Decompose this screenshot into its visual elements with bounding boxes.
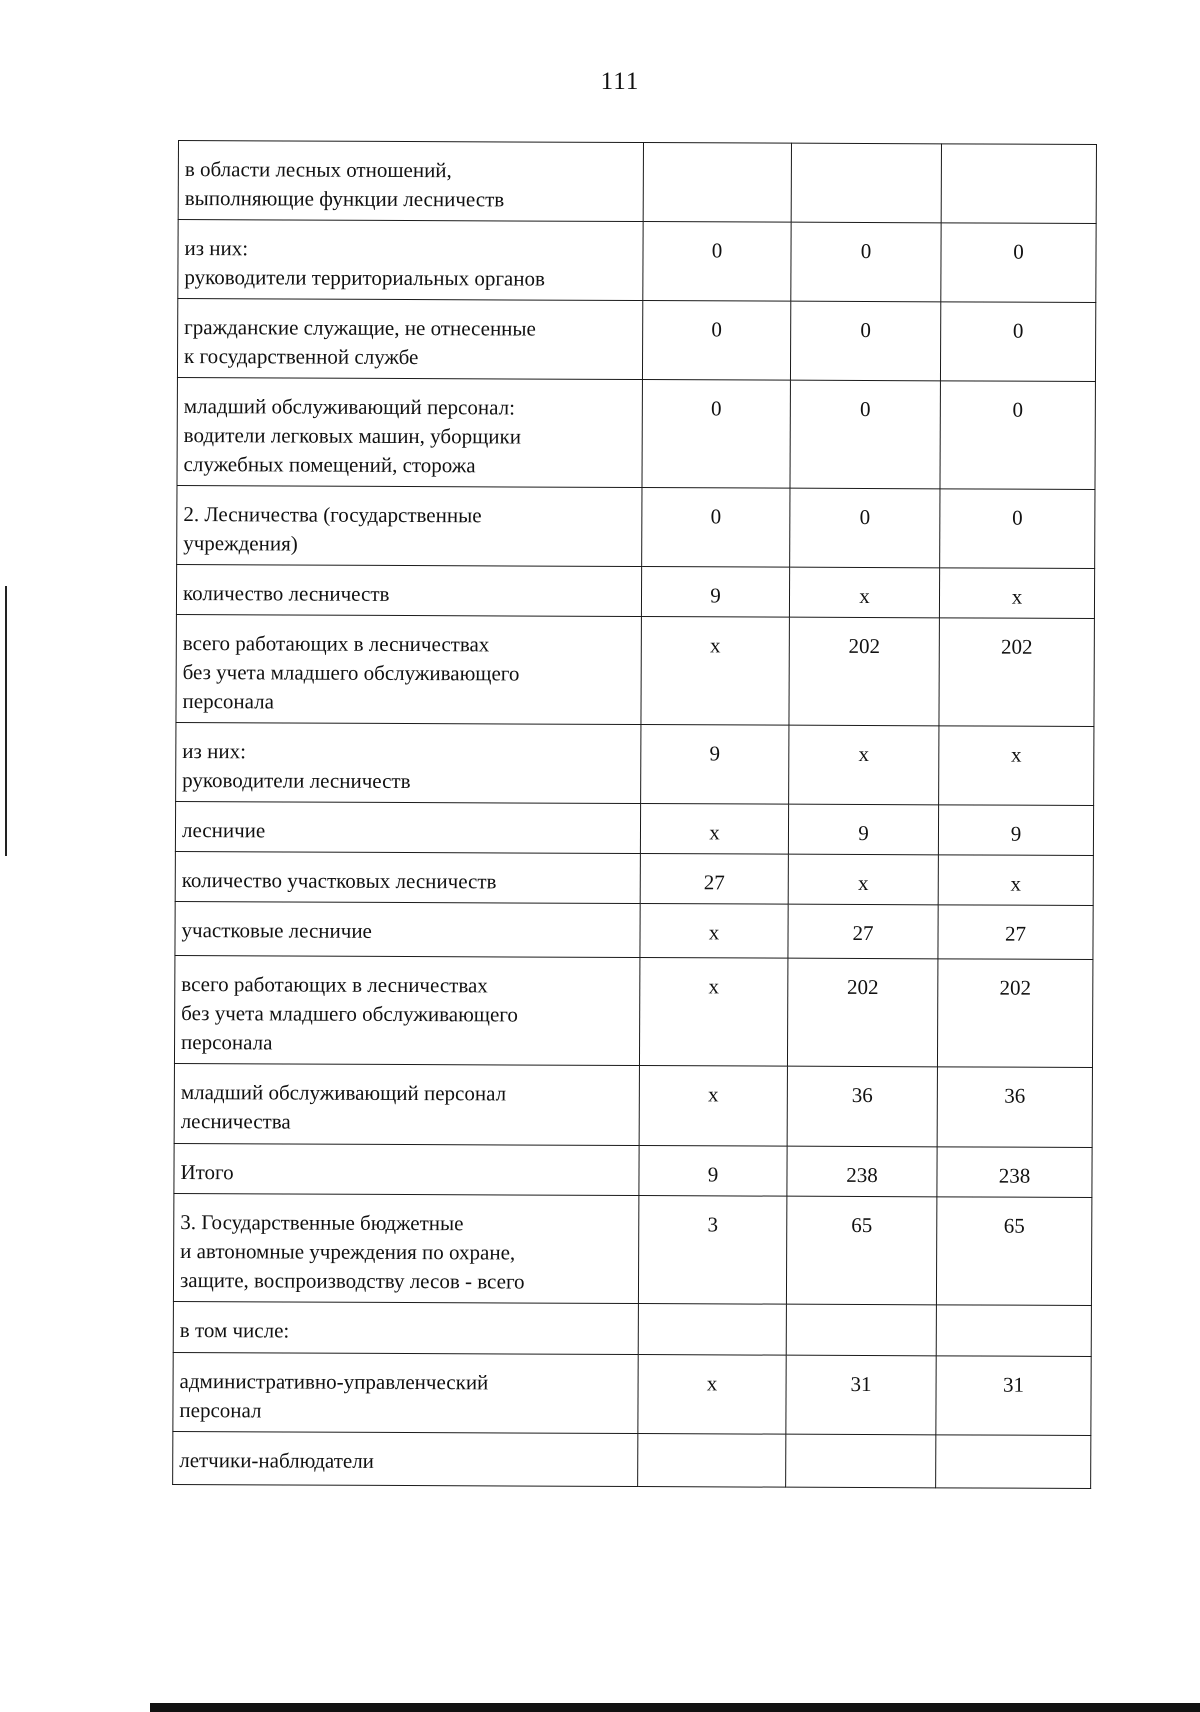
value-cell-col3: 27 <box>938 905 1093 960</box>
row-label-line: служебных помещений, сторожа <box>183 452 476 478</box>
scan-bottom-edge <box>150 1703 1200 1712</box>
value-cell-col3: 202 <box>939 618 1094 727</box>
row-label-line: без учета младшего обслуживающего <box>182 660 520 686</box>
row-label <box>176 722 641 803</box>
row-label-line: всего работающих в лесничествах <box>182 631 490 657</box>
table-row <box>175 901 1093 959</box>
row-label-line: в области лесных отношений, <box>184 157 452 183</box>
row-label-line: административно-управленческий <box>179 1369 489 1395</box>
value-cell-col3: 202 <box>937 959 1092 1068</box>
table-row <box>173 1301 1091 1356</box>
value-cell-col1: 0 <box>642 301 790 381</box>
value-cell-col2: 0 <box>790 380 940 489</box>
row-label-line: Итого <box>180 1160 234 1185</box>
value-cell-col3: 0 <box>941 223 1096 303</box>
page-number: 111 <box>600 68 640 95</box>
value-cell-col2: 27 <box>788 904 938 959</box>
value-cell-col1: х <box>638 1355 786 1435</box>
row-label-line: лесничие <box>181 818 266 843</box>
row-label <box>173 1431 638 1486</box>
value-cell-col1: х <box>641 617 789 726</box>
row-label <box>173 1193 638 1303</box>
table-row <box>176 564 1094 618</box>
row-label <box>177 299 642 380</box>
value-cell-col1: х <box>640 804 788 855</box>
row-label-line: руководители территориальных органов <box>184 265 545 291</box>
value-cell-col1 <box>638 1434 786 1488</box>
row-label <box>176 564 641 616</box>
row-label-line: из них: <box>184 236 249 261</box>
row-label-line: водители легковых машин, уборщики <box>183 423 522 449</box>
value-cell-col1: х <box>639 1066 787 1147</box>
value-cell-col2 <box>786 1434 936 1488</box>
value-cell-col3: х <box>939 568 1094 619</box>
row-label-line: из них: <box>182 739 246 764</box>
table-row <box>175 801 1093 855</box>
row-label <box>178 220 643 301</box>
row-label-line: персонала <box>181 1030 273 1055</box>
value-cell-col2: 0 <box>790 488 940 568</box>
row-label-line: выполняющие функции лесничеств <box>184 186 505 212</box>
value-cell-col2: 65 <box>786 1196 936 1305</box>
row-label <box>178 141 643 222</box>
value-cell-col2: 9 <box>788 804 938 855</box>
row-label <box>174 1143 639 1195</box>
table-row <box>177 377 1095 489</box>
value-cell-col2 <box>791 143 941 223</box>
row-label-line: гражданские служащие, не отнесенные <box>184 315 536 341</box>
value-cell-col3: 0 <box>940 489 1095 569</box>
row-label-line: и автономные учреждения по охране, <box>180 1239 516 1265</box>
value-cell-col2: 238 <box>787 1146 937 1197</box>
value-cell-col2: х <box>789 567 939 618</box>
value-cell-col2: 31 <box>786 1355 936 1435</box>
value-cell-col3: 238 <box>937 1147 1092 1198</box>
table-row <box>173 1352 1091 1435</box>
row-label-line: учреждения) <box>183 531 298 556</box>
row-label-line: лесничества <box>180 1109 291 1134</box>
value-cell-col1: 27 <box>640 854 788 905</box>
value-cell-col1: 9 <box>641 725 789 805</box>
row-label <box>175 901 640 957</box>
row-label <box>177 377 642 487</box>
row-label <box>175 801 640 853</box>
row-label-line: участковые лесничие <box>181 918 372 943</box>
value-cell-col3: 9 <box>938 805 1093 856</box>
row-label <box>177 485 642 566</box>
value-cell-col1 <box>638 1304 786 1356</box>
value-cell-col1 <box>643 143 791 223</box>
row-label-line: всего работающих в лесничествах <box>181 972 488 998</box>
value-cell-col2 <box>786 1304 936 1356</box>
row-label-line: защите, воспроизводству лесов - всего <box>179 1268 525 1294</box>
row-label <box>173 1352 638 1433</box>
row-label <box>174 1063 639 1145</box>
value-cell-col3: х <box>939 726 1094 806</box>
value-cell-col1: 9 <box>641 567 789 618</box>
table-row <box>177 299 1095 382</box>
row-label-line: без учета младшего обслуживающего <box>181 1001 518 1027</box>
table-row <box>173 1431 1091 1488</box>
value-cell-col2: 36 <box>787 1066 937 1147</box>
value-cell-col1: 9 <box>639 1146 787 1197</box>
value-cell-col3: 0 <box>940 381 1095 490</box>
value-cell-col1: 0 <box>642 380 790 489</box>
table-row <box>173 1193 1091 1305</box>
row-label <box>175 851 640 903</box>
value-cell-col3: 65 <box>936 1197 1091 1306</box>
row-label-line: к государственной службе <box>184 344 419 370</box>
row-label-line: 3. Государственные бюджетные <box>180 1210 464 1236</box>
row-label-line: 2. Лесничества (государственные <box>183 502 482 528</box>
value-cell-col2: 0 <box>791 222 941 302</box>
row-label-line: персонал <box>179 1398 262 1423</box>
row-label-line: младший обслуживающий персонал: <box>183 394 515 420</box>
table-row <box>174 955 1092 1067</box>
staff-table <box>172 140 1097 1489</box>
row-label-line: количество лесничеств <box>182 581 390 606</box>
table-row <box>178 141 1096 224</box>
value-cell-col2: 202 <box>787 958 937 1067</box>
value-cell-col1: х <box>639 958 787 1067</box>
table-row <box>176 722 1094 805</box>
table-row <box>176 614 1094 726</box>
value-cell-col3 <box>936 1305 1091 1357</box>
row-label-line: персонала <box>182 689 275 714</box>
row-label <box>174 955 639 1065</box>
row-label-line: младший обслуживающий персонал <box>180 1080 507 1106</box>
value-cell-col2: х <box>789 725 939 805</box>
table-row <box>175 851 1093 905</box>
value-cell-col3: х <box>938 855 1093 906</box>
value-cell-col3 <box>941 144 1096 224</box>
table-row <box>174 1143 1092 1197</box>
value-cell-col2: х <box>788 854 938 905</box>
value-cell-col1: 3 <box>638 1196 786 1305</box>
value-cell-col3: 36 <box>937 1067 1092 1148</box>
row-label-line: летчики-наблюдатели <box>179 1448 375 1473</box>
row-label-line: в том числе: <box>179 1318 290 1343</box>
scan-edge-mark <box>5 586 7 856</box>
table-row <box>177 485 1095 568</box>
value-cell-col3 <box>936 1435 1091 1489</box>
table-row <box>178 220 1096 303</box>
value-cell-col2: 202 <box>789 617 939 726</box>
row-label-line: количество участковых лесничеств <box>181 868 497 894</box>
value-cell-col1: х <box>640 904 788 959</box>
value-cell-col2: 0 <box>790 301 940 381</box>
row-label <box>176 614 641 724</box>
value-cell-col3: 0 <box>940 302 1095 382</box>
staff-table-body <box>173 141 1097 1489</box>
value-cell-col1: 0 <box>642 488 790 568</box>
row-label <box>173 1301 638 1354</box>
row-label-line: руководители лесничеств <box>182 768 411 794</box>
table-row <box>174 1063 1092 1147</box>
value-cell-col1: 0 <box>643 222 791 302</box>
value-cell-col3: 31 <box>936 1356 1091 1436</box>
